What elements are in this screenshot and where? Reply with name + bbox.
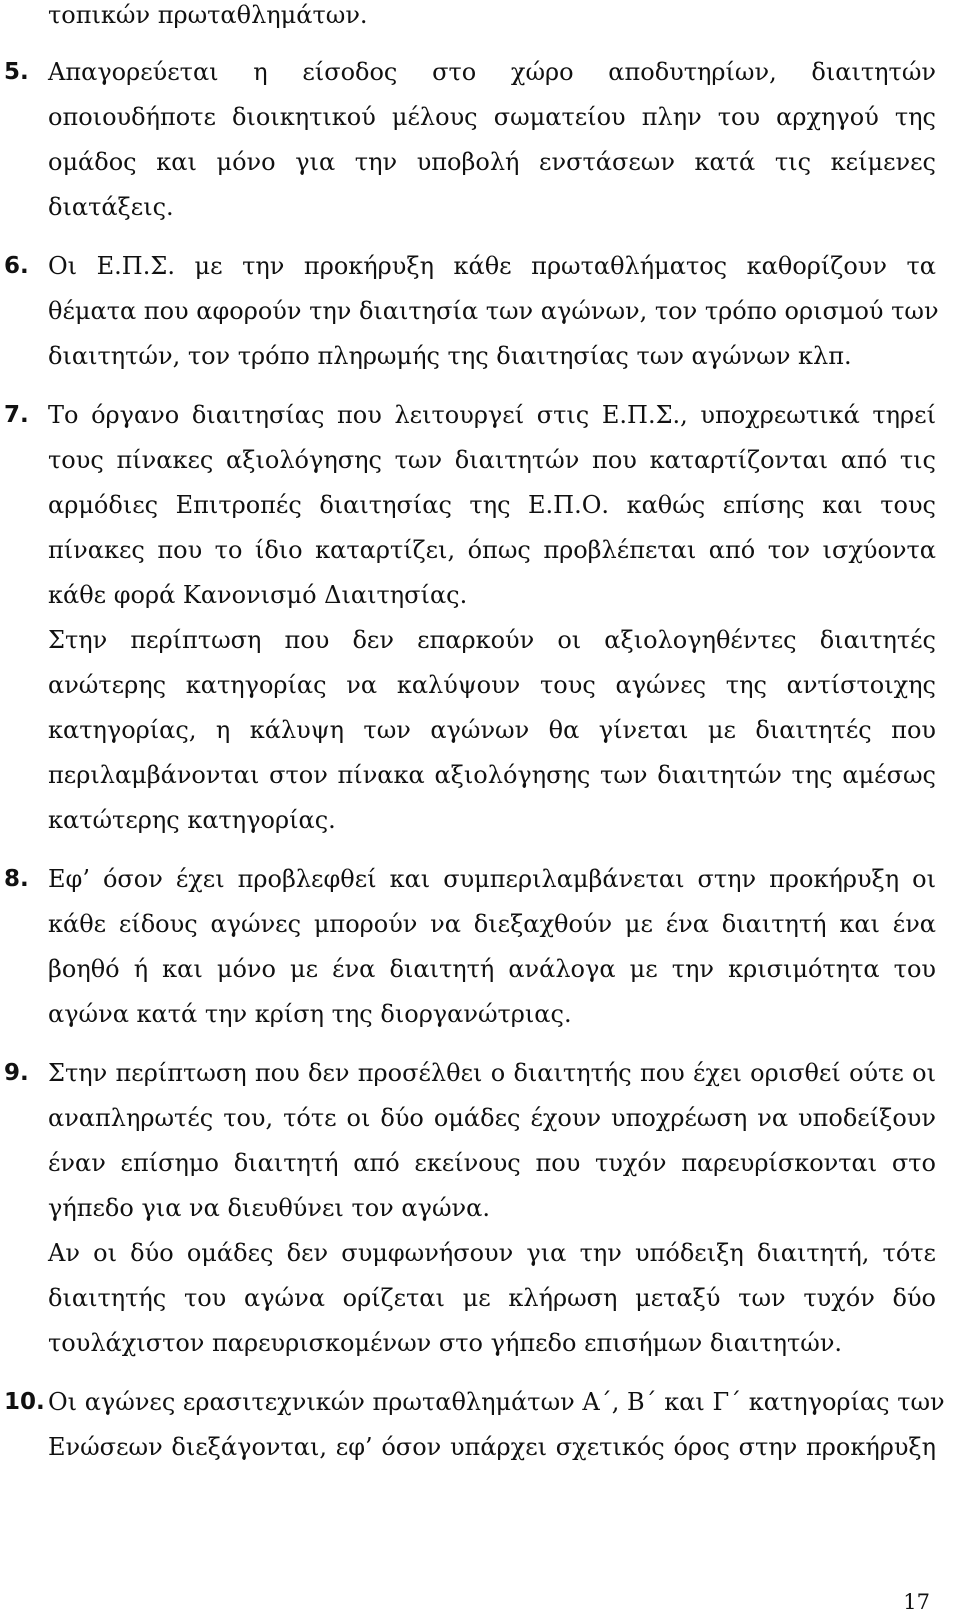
item-number: 10. xyxy=(4,1389,45,1415)
paragraph-line: κάθε φορά Κανονισμό Διαιτησίας. xyxy=(48,581,468,609)
item-number: 6. xyxy=(4,253,29,279)
paragraph-line: Οι αγώνες ερασιτεχνικών πρωταθλημάτων Α΄, Β΄ και Γ΄ κατηγορίας των xyxy=(48,1388,945,1416)
paragraph-line: οποιουδήποτε διοικητικού μέλους σωματείου πλην του αρχηγού της xyxy=(48,103,936,131)
paragraph-line: Απαγορεύεται η είσοδος στο χώρο αποδυτηρίων, διαιτητών xyxy=(48,58,936,86)
page-number: 17 xyxy=(903,1590,930,1614)
paragraph-line: διαιτητών, τον τρόπο πληρωμής της διαιτησίας των αγώνων κλπ. xyxy=(48,342,852,370)
paragraph-line: βοηθό ή και μόνο με ένα διαιτητή ανάλογα με την κρισιμότητα του xyxy=(48,955,936,983)
item-number: 8. xyxy=(4,866,29,892)
item-number: 5. xyxy=(4,59,29,85)
item-number: 9. xyxy=(4,1060,29,1086)
paragraph-line: διατάξεις. xyxy=(48,193,174,221)
paragraph-line: περιλαμβάνονται στον πίνακα αξιολόγησης των διαιτητών της αμέσως xyxy=(48,761,936,789)
paragraph-line: αναπληρωτές του, τότε οι δύο ομάδες έχουν υποχρέωση να υποδείξουν xyxy=(48,1104,936,1132)
paragraph-line: Ενώσεων διεξάγονται, εφ’ όσον υπάρχει σχετικός όρος στην προκήρυξη xyxy=(48,1433,936,1461)
paragraph-line: Στην περίπτωση που δεν προσέλθει ο διαιτητής που έχει ορισθεί ούτε οι xyxy=(48,1059,936,1087)
paragraph-line: πίνακες που το ίδιο καταρτίζει, όπως προβλέπεται από τον ισχύοντα xyxy=(48,536,936,564)
paragraph-line: τουλάχιστον παρευρισκομένων στο γήπεδο επισήμων διαιτητών. xyxy=(48,1329,843,1357)
paragraph-line: Το όργανο διαιτησίας που λειτουργεί στις Ε.Π.Σ., υποχρεωτικά τηρεί xyxy=(48,401,936,429)
paragraph-line: ανώτερης κατηγορίας να καλύψουν τους αγώνες της αντίστοιχης xyxy=(48,671,936,699)
paragraph-line: θέματα που αφορούν την διαιτησία των αγώνων, τον τρόπο ορισμού των xyxy=(48,297,939,325)
paragraph-line: έναν επίσημο διαιτητή από εκείνους που τυχόν παρευρίσκονται στο xyxy=(48,1149,936,1177)
paragraph-line: Αν οι δύο ομάδες δεν συμφωνήσουν για την υπόδειξη διαιτητή, τότε xyxy=(48,1239,936,1267)
paragraph-line: ομάδος και μόνο για την υποβολή ενστάσεων κατά τις κείμενες xyxy=(48,148,936,176)
paragraph-line: αγώνα κατά την κρίση της διοργανώτριας. xyxy=(48,1000,572,1028)
paragraph-line: Εφ’ όσον έχει προβλεφθεί και συμπεριλαμβάνεται στην προκήρυξη οι xyxy=(48,865,936,893)
paragraph-line: Στην περίπτωση που δεν επαρκούν οι αξιολογηθέντες διαιτητές xyxy=(48,626,936,654)
paragraph-line: γήπεδο για να διευθύνει τον αγώνα. xyxy=(48,1194,490,1222)
paragraph-line: αρμόδιες Επιτροπές διαιτησίας της Ε.Π.Ο. καθώς επίσης και τους xyxy=(48,491,936,519)
paragraph-line: κατηγορίας, η κάλυψη των αγώνων θα γίνεται με διαιτητές που xyxy=(48,716,936,744)
paragraph-line: διαιτητής του αγώνα ορίζεται με κλήρωση μεταξύ των τυχόν δύο xyxy=(48,1284,936,1312)
paragraph-line: τους πίνακες αξιολόγησης των διαιτητών που καταρτίζονται από τις xyxy=(48,446,936,474)
paragraph-line: κάθε είδους αγώνες μπορούν να διεξαχθούν με ένα διαιτητή και ένα xyxy=(48,910,936,938)
paragraph-line: Οι Ε.Π.Σ. με την προκήρυξη κάθε πρωταθλήματος καθορίζουν τα xyxy=(48,252,936,280)
item-number: 7. xyxy=(4,402,29,428)
paragraph-line: κατώτερης κατηγορίας. xyxy=(48,806,336,834)
paragraph-line: τοπικών πρωταθλημάτων. xyxy=(48,1,368,29)
